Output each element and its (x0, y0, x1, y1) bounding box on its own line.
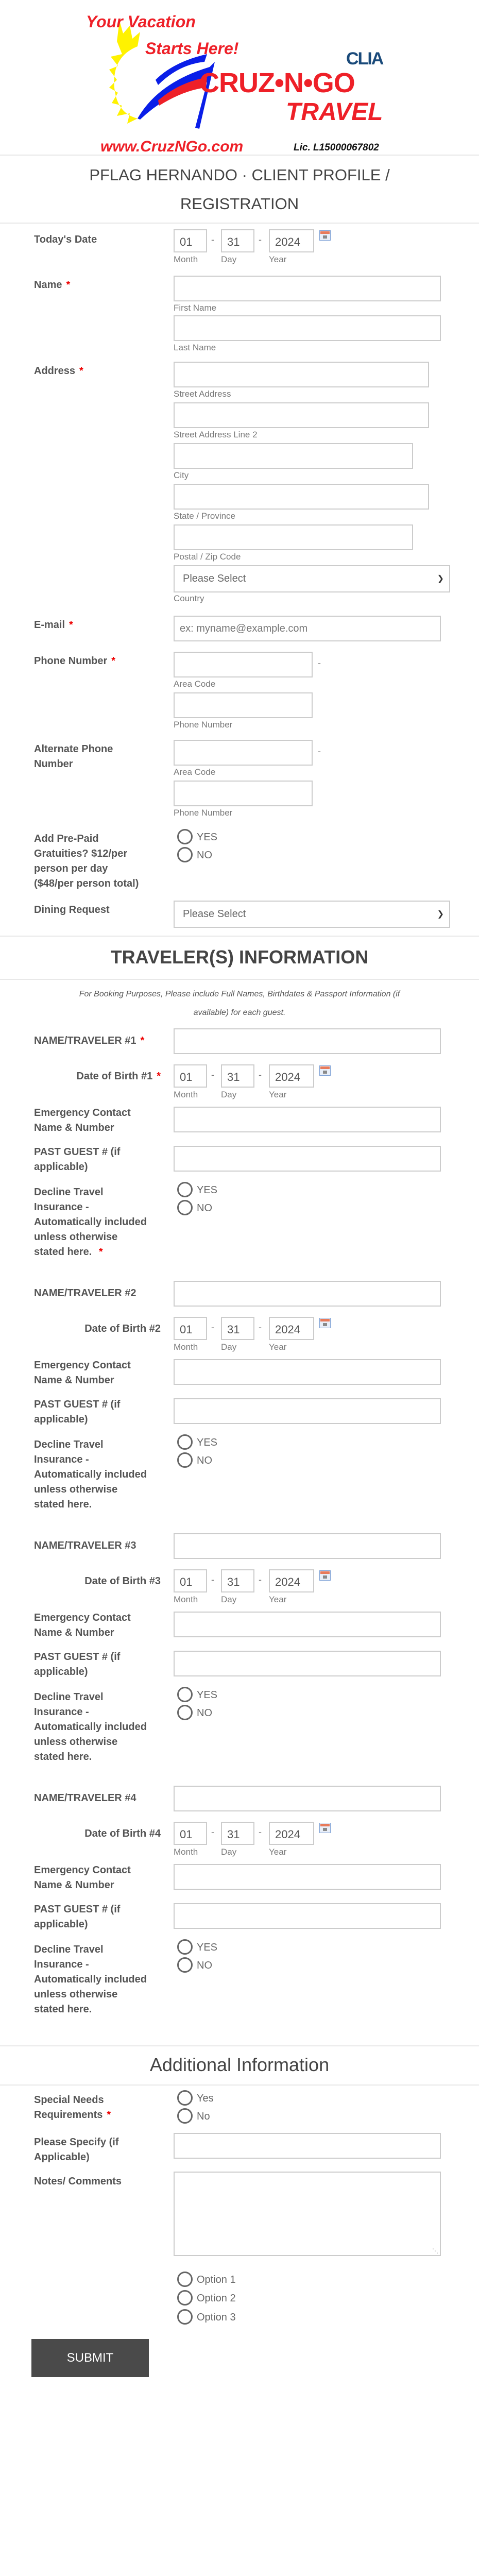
chevron-down-icon: ❯ (437, 574, 444, 583)
submit-button[interactable]: SUBMIT (31, 2339, 149, 2377)
decline-insurance-yes-radio[interactable] (177, 1182, 217, 1198)
emergency-contact-label (34, 1106, 168, 1136)
radio-label: NO (197, 1455, 212, 1466)
past-guest-label-line: PAST GUEST # (if (34, 1904, 121, 1915)
decline-insurance-label-line: Decline Travel (34, 1944, 104, 1955)
alt-phone-number-input[interactable] (174, 781, 313, 806)
decline-insurance-label-line: Automatically included (34, 1469, 147, 1480)
calendar-icon[interactable] (319, 1823, 331, 1833)
city-input[interactable] (174, 443, 413, 469)
past-guest-label (34, 1650, 168, 1680)
address-label-text: Address (34, 365, 76, 377)
decline-insurance-label-line: Automatically included (34, 1721, 147, 1733)
phone-label-text: Phone Number (34, 655, 108, 667)
day-input[interactable]: 31 (221, 1822, 254, 1845)
month-input[interactable]: 01 (174, 229, 207, 252)
city-sublabel: City (174, 470, 189, 480)
divider (0, 155, 479, 156)
additional-heading: Additional Information (149, 2054, 330, 2075)
month-sublabel: Month (174, 1342, 198, 1352)
traveler-name-label (34, 1033, 173, 1048)
postal-code-sublabel: Postal / Zip Code (174, 552, 241, 562)
radio-circle[interactable] (177, 1957, 193, 1973)
notes-label: Notes/ Comments (34, 2176, 122, 2187)
email-input[interactable] (174, 616, 441, 641)
emergency-contact-label (34, 1863, 168, 1893)
day-input[interactable]: 31 (221, 1064, 254, 1088)
phone-area-code-input[interactable] (174, 652, 313, 677)
traveler-name-label-text: NAME/TRAVELER #3 (34, 1540, 136, 1551)
required-mark: * (157, 1071, 161, 1082)
please-specify-label (34, 2135, 168, 2165)
required-mark: * (98, 1246, 103, 1258)
last-name-sublabel: Last Name (174, 343, 216, 352)
chevron-down-icon: ❯ (437, 910, 444, 919)
special-needs-label-line: Special Needs (34, 2094, 104, 2106)
alternate-phone-label-line: Number (34, 758, 73, 770)
decline-insurance-label-line: Decline Travel (34, 1187, 104, 1198)
decline-insurance-yes-radio[interactable] (177, 1940, 217, 1955)
emergency-contact-label-line: Name & Number (34, 1122, 114, 1133)
area-code-sublabel: Area Code (174, 679, 216, 689)
month-input[interactable]: 01 (174, 1317, 207, 1340)
radio-circle[interactable] (177, 1452, 193, 1468)
decline-insurance-label-line: stated here. (34, 1499, 92, 1510)
required-mark: * (69, 619, 73, 631)
traveler-name-label (34, 1791, 173, 1806)
special-needs-no-radio[interactable] (177, 2109, 210, 2124)
traveler-name-input[interactable] (174, 1281, 441, 1307)
address-label (34, 364, 168, 379)
date-separator: - (259, 1827, 262, 1837)
month-input[interactable]: 01 (174, 1569, 207, 1592)
phone-label (34, 654, 173, 669)
radio-circle[interactable] (177, 847, 193, 862)
year-input[interactable]: 2024 (269, 1064, 314, 1088)
phone-dash: - (318, 746, 321, 756)
emergency-contact-input[interactable] (174, 1612, 441, 1637)
logo-brand: CRUZ•N•GO (199, 67, 355, 98)
year-sublabel: Year (269, 1595, 287, 1604)
radio-circle[interactable] (177, 1200, 193, 1215)
divider (0, 2084, 479, 2086)
decline-insurance-label-line: Insurance - (34, 1454, 89, 1465)
street-address-input[interactable] (174, 362, 429, 387)
date-separator: - (259, 1574, 262, 1585)
month-input[interactable]: 01 (174, 1064, 207, 1088)
decline-insurance-label-line: Automatically included (34, 1974, 147, 1985)
past-guest-label (34, 1145, 168, 1175)
radio-circle[interactable] (177, 1705, 193, 1720)
divider (0, 223, 479, 224)
last-name-input[interactable] (174, 315, 441, 341)
year-input[interactable]: 2024 (269, 1317, 314, 1340)
gratuity-label-line: Gratuities? $12/per (34, 848, 128, 859)
radio-label: YES (197, 1942, 218, 1953)
page-title-line-2: REGISTRATION (180, 195, 299, 213)
past-guest-input[interactable] (174, 1903, 441, 1929)
year-sublabel: Year (269, 255, 287, 264)
phone-number-sublabel: Phone Number (174, 720, 233, 730)
decline-insurance-no-radio[interactable] (177, 1453, 212, 1468)
decline-insurance-label-line: unless otherwise (34, 1736, 118, 1748)
please-specify-input[interactable] (174, 2133, 441, 2159)
traveler-name-label-text: NAME/TRAVELER #2 (34, 1287, 136, 1299)
radio-label: Option 2 (197, 2293, 236, 2304)
past-guest-label-line: PAST GUEST # (if (34, 1146, 121, 1158)
past-guest-label (34, 1397, 168, 1427)
decline-insurance-no-radio[interactable] (177, 1705, 212, 1721)
emergency-contact-label (34, 1611, 168, 1640)
required-mark: * (79, 365, 83, 377)
past-guest-label-line: applicable) (34, 1666, 88, 1677)
phone-number-input[interactable] (174, 692, 313, 718)
day-sublabel: Day (221, 1847, 237, 1857)
traveler-name-label (34, 1538, 173, 1553)
date-separator: - (211, 1322, 214, 1332)
required-mark: * (107, 2109, 111, 2121)
radio-label: NO (197, 1960, 212, 1971)
travelers-note (0, 985, 479, 1022)
gratuity-label (34, 832, 173, 891)
gratuity-label-line: ($48/per person total) (34, 878, 139, 889)
decline-insurance-yes-radio[interactable] (177, 1435, 217, 1450)
emergency-contact-label-line: Name & Number (34, 1879, 114, 1891)
please-specify-label-line: Applicable) (34, 2151, 90, 2163)
gratuity-label-line: Add Pre-Paid (34, 833, 99, 844)
dining-request-select[interactable] (174, 901, 450, 928)
first-name-sublabel: First Name (174, 303, 217, 313)
dining-request-label: Dining Request (34, 904, 110, 916)
emergency-contact-label (34, 1358, 168, 1388)
date-separator: - (211, 1827, 214, 1837)
dining-select-value: Please Select (183, 908, 246, 920)
decline-insurance-label-line: Insurance - (34, 1959, 89, 1970)
radio-label: NO (197, 1707, 212, 1719)
street-address-2-sublabel: Street Address Line 2 (174, 430, 258, 439)
gratuity-no-radio[interactable] (177, 848, 212, 863)
year-input[interactable]: 2024 (269, 1569, 314, 1592)
street-address-sublabel: Street Address (174, 389, 231, 399)
decline-insurance-label-line: Decline Travel (34, 1439, 104, 1450)
past-guest-label-line: applicable) (34, 1414, 88, 1425)
decline-insurance-label-line: unless otherwise (34, 1484, 118, 1495)
special-needs-label (34, 2093, 168, 2123)
past-guest-input[interactable] (174, 1146, 441, 1172)
country-sublabel: Country (174, 594, 204, 603)
date-separator: - (211, 234, 214, 245)
year-sublabel: Year (269, 1847, 287, 1857)
emergency-contact-label-line: Name & Number (34, 1375, 114, 1386)
alt-area-code-input[interactable] (174, 740, 313, 766)
country-select[interactable] (174, 565, 450, 592)
logo-tagline-1: Your Vacation (86, 12, 196, 31)
calendar-icon[interactable] (319, 230, 331, 241)
radio-label: No (197, 2111, 210, 2122)
divider (0, 936, 479, 937)
todays-date-label: Today's Date (34, 234, 97, 245)
decline-insurance-label-line: Automatically included (34, 1216, 147, 1228)
date-of-birth-label (0, 1069, 161, 1084)
state-input[interactable] (174, 484, 429, 510)
page-title-line-1: PFLAG HERNANDO · CLIENT PROFILE / (89, 166, 390, 184)
month-sublabel: Month (174, 1090, 198, 1099)
phone-dash: - (318, 658, 321, 668)
radio-label: Option 1 (197, 2274, 236, 2285)
gratuity-label-line: person per day (34, 863, 108, 874)
calendar-icon[interactable] (319, 1318, 331, 1328)
date-of-birth-label-text: Date of Birth #4 (84, 1828, 161, 1839)
date-separator: - (211, 1574, 214, 1585)
decline-insurance-label (34, 1185, 176, 1260)
sun-icon (109, 21, 140, 124)
calendar-icon[interactable] (319, 1570, 331, 1581)
country-select-value: Please Select (183, 573, 246, 584)
required-mark: * (111, 655, 116, 667)
travelers-note-line: available) for each guest. (193, 1008, 286, 1017)
logo-brand-2: TRAVEL (286, 98, 383, 126)
resize-handle-icon[interactable]: ⋱ (432, 2247, 438, 2255)
calendar-icon[interactable] (319, 1065, 331, 1076)
state-sublabel: State / Province (174, 511, 236, 521)
decline-insurance-no-radio[interactable] (177, 1958, 212, 1973)
radio-circle[interactable] (177, 2309, 193, 2325)
past-guest-label-line: applicable) (34, 1919, 88, 1930)
please-specify-label-line: Please Specify (if (34, 2137, 119, 2148)
emergency-contact-input[interactable] (174, 1107, 441, 1132)
logo-website: www.CruzNGo.com (100, 138, 244, 155)
traveler-name-input[interactable] (174, 1786, 441, 1811)
date-of-birth-label (0, 1321, 161, 1336)
date-separator: - (259, 1070, 262, 1080)
year-sublabel: Year (269, 1342, 287, 1352)
month-input[interactable]: 01 (174, 1822, 207, 1845)
month-sublabel: Month (174, 255, 198, 264)
decline-insurance-label (34, 1942, 176, 2017)
option-2-radio[interactable] (177, 2291, 236, 2306)
radio-label: NO (197, 850, 212, 861)
radio-circle[interactable] (177, 1434, 193, 1450)
special-needs-label-line: Requirements (34, 2109, 103, 2121)
radio-label: NO (197, 1202, 212, 1214)
travelers-note-line: For Booking Purposes, Please include Full Names, Birthdates & Passport Information (if (79, 990, 400, 998)
emergency-contact-label-line: Emergency Contact (34, 1865, 131, 1876)
past-guest-input[interactable] (174, 1651, 441, 1676)
date-of-birth-label (0, 1574, 161, 1589)
first-name-input[interactable] (174, 276, 441, 301)
logo-tagline-2: Starts Here! (145, 39, 239, 58)
decline-insurance-label-line: stated here. (34, 1751, 92, 1762)
day-input[interactable]: 31 (221, 1317, 254, 1340)
option-1-radio[interactable] (177, 2272, 236, 2287)
name-label (34, 278, 168, 293)
postal-code-input[interactable] (174, 524, 413, 550)
decline-insurance-label (34, 1437, 176, 1512)
traveler-name-input[interactable] (174, 1028, 441, 1054)
day-sublabel: Day (221, 1342, 237, 1352)
decline-insurance-label-line: Insurance - (34, 1706, 89, 1718)
traveler-name-label-text: NAME/TRAVELER #4 (34, 1792, 136, 1804)
date-separator: - (211, 1070, 214, 1080)
radio-label: YES (197, 1184, 218, 1196)
radio-circle[interactable] (177, 829, 193, 844)
radio-label: YES (197, 1437, 218, 1448)
emergency-contact-label-line: Emergency Contact (34, 1360, 131, 1371)
email-label-text: E-mail (34, 619, 65, 631)
radio-circle[interactable] (177, 2290, 193, 2306)
month-sublabel: Month (174, 1595, 198, 1604)
day-sublabel: Day (221, 1090, 237, 1099)
date-of-birth-label-text: Date of Birth #1 (76, 1071, 153, 1082)
past-guest-label-line: applicable) (34, 1161, 88, 1173)
past-guest-label (34, 1902, 168, 1932)
past-guest-label-line: PAST GUEST # (if (34, 1651, 121, 1663)
radio-circle[interactable] (177, 1687, 193, 1702)
year-input[interactable]: 2024 (269, 1822, 314, 1845)
emergency-contact-input[interactable] (174, 1359, 441, 1385)
notes-textarea[interactable] (174, 2172, 441, 2256)
radio-label: YES (197, 832, 218, 843)
day-input[interactable]: 31 (221, 1569, 254, 1592)
name-label-text: Name (34, 279, 62, 291)
page-title (0, 161, 479, 218)
required-mark: * (66, 279, 71, 291)
decline-insurance-yes-radio[interactable] (177, 1687, 217, 1703)
emergency-contact-label-line: Emergency Contact (34, 1612, 131, 1623)
decline-insurance-no-radio[interactable] (177, 1200, 212, 1216)
alternate-phone-label (34, 742, 168, 772)
email-label (34, 618, 168, 633)
traveler-name-label-text: NAME/TRAVELER #1 (34, 1035, 136, 1046)
date-separator: - (259, 1322, 262, 1332)
special-needs-yes-radio[interactable] (177, 2091, 214, 2106)
emergency-contact-label-line: Emergency Contact (34, 1107, 131, 1118)
phone-number-sublabel: Phone Number (174, 808, 233, 818)
date-of-birth-label-text: Date of Birth #2 (84, 1323, 161, 1334)
decline-insurance-label-line: unless otherwise (34, 1231, 118, 1243)
traveler-name-label (34, 1286, 173, 1301)
divider (0, 2045, 479, 2046)
day-input[interactable]: 31 (221, 229, 254, 252)
month-sublabel: Month (174, 1847, 198, 1857)
divider (0, 979, 479, 980)
radio-circle[interactable] (177, 1939, 193, 1955)
radio-label: Option 3 (197, 2312, 236, 2323)
decline-insurance-label-line: stated here. (34, 2004, 92, 2015)
gratuity-yes-radio[interactable] (177, 829, 217, 845)
logo-license: Lic. L15000067802 (294, 142, 379, 153)
traveler-name-input[interactable] (174, 1533, 441, 1559)
alternate-phone-label-line: Alternate Phone (34, 743, 113, 755)
past-guest-label-line: PAST GUEST # (if (34, 1399, 121, 1410)
day-sublabel: Day (221, 255, 237, 264)
date-of-birth-label-text: Date of Birth #3 (84, 1575, 161, 1587)
area-code-sublabel: Area Code (174, 767, 216, 777)
year-sublabel: Year (269, 1090, 287, 1099)
date-of-birth-label (0, 1826, 161, 1841)
decline-insurance-label-line: Decline Travel (34, 1691, 104, 1703)
travelers-heading: TRAVELER(S) INFORMATION (110, 946, 369, 968)
emergency-contact-label-line: Name & Number (34, 1627, 114, 1638)
decline-insurance-label-line: unless otherwise (34, 1989, 118, 2000)
past-guest-input[interactable] (174, 1398, 441, 1424)
radio-circle[interactable] (177, 2090, 193, 2106)
decline-insurance-label (34, 1690, 176, 1765)
radio-circle[interactable] (177, 2272, 193, 2287)
emergency-contact-input[interactable] (174, 1864, 441, 1890)
radio-circle[interactable] (177, 2108, 193, 2124)
company-logo (81, 10, 400, 155)
date-separator: - (259, 234, 262, 245)
logo-clia: CLIA (346, 49, 383, 69)
required-mark: * (140, 1035, 145, 1046)
radio-label: Yes (197, 2093, 214, 2104)
decline-insurance-label-line: stated here. (34, 1246, 92, 1258)
street-address-2-input[interactable] (174, 402, 429, 428)
decline-insurance-label-line: Insurance - (34, 1201, 89, 1213)
year-input[interactable]: 2024 (269, 229, 314, 252)
day-sublabel: Day (221, 1595, 237, 1604)
option-3-radio[interactable] (177, 2310, 236, 2325)
radio-label: YES (197, 1689, 218, 1701)
radio-circle[interactable] (177, 1182, 193, 1197)
